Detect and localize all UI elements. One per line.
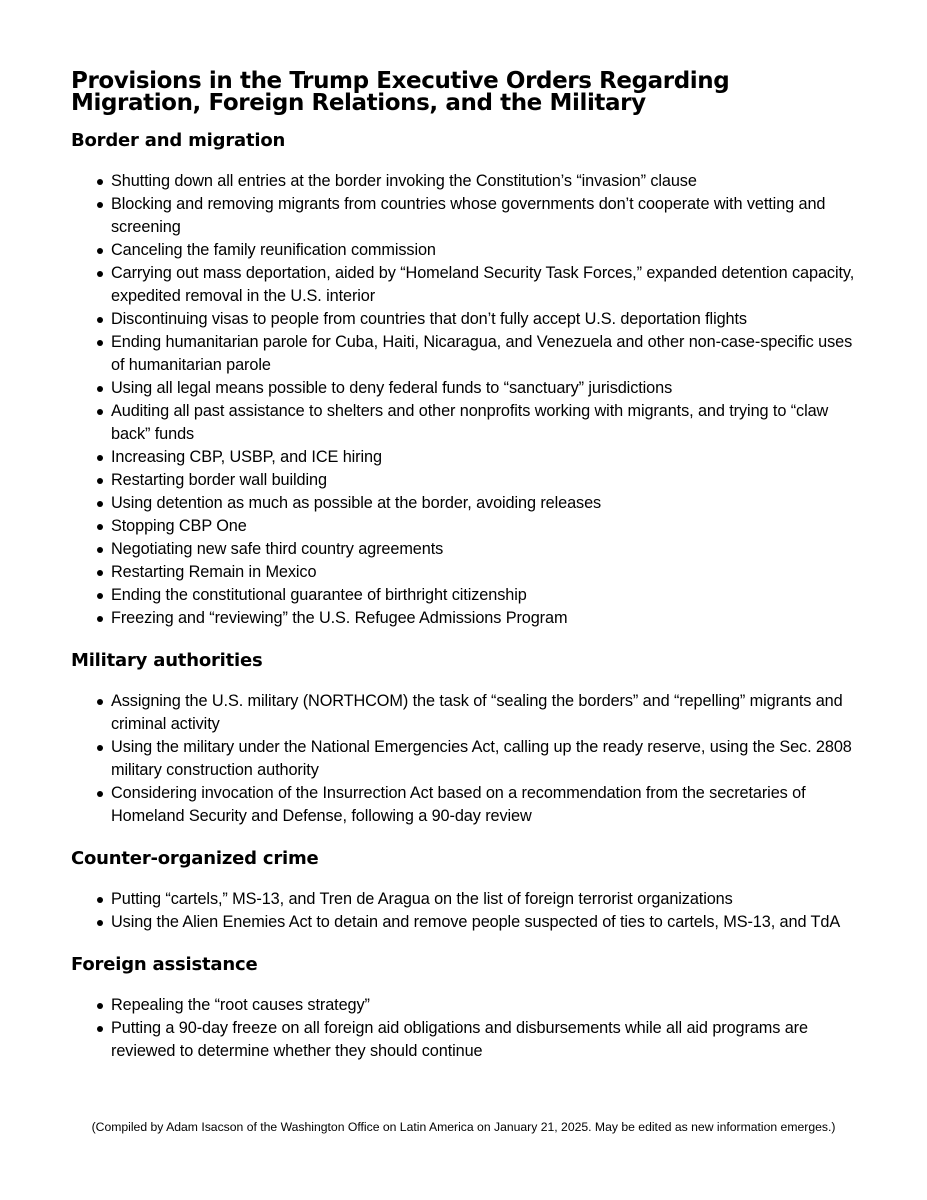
list-item bbox=[111, 469, 861, 492]
bullet-icon bbox=[97, 202, 103, 208]
list-item bbox=[111, 782, 861, 828]
bullet-icon bbox=[97, 616, 103, 622]
list-item bbox=[111, 607, 861, 630]
section-foreign-assistance bbox=[71, 954, 861, 1063]
list-item bbox=[111, 377, 861, 400]
list-item-text: Putting a 90-day freeze on all foreign aid obligations and disbursements while all aid programs are reviewed to determine whether they should continue bbox=[111, 1019, 808, 1060]
list-item bbox=[111, 690, 861, 736]
list-item-text: Carrying out mass deportation, aided by “Homeland Security Task Forces,” expanded detention capacity, expedited removal in the U.S. interior bbox=[111, 264, 855, 305]
list-item-text: Considering invocation of the Insurrection Act based on a recommendation from the secretaries of Homeland Security and Defense, following a 90-day review bbox=[111, 784, 806, 825]
bullet-icon bbox=[97, 455, 103, 461]
bullet-icon bbox=[97, 1003, 103, 1009]
section-heading: Foreign assistance bbox=[71, 954, 258, 975]
list-item bbox=[111, 1017, 861, 1063]
list-item-text: Using all legal means possible to deny federal funds to “sanctuary” jurisdictions bbox=[111, 379, 673, 397]
list-item-text: Auditing all past assistance to shelters and other nonprofits working with migrants, and trying to “claw back” funds bbox=[111, 402, 829, 443]
footnote: (Compiled by Adam Isacson of the Washington Office on Latin America on January 21, 2025. May be edited as new information emerges.) bbox=[91, 1120, 836, 1134]
list-item-text: Putting “cartels,” MS-13, and Tren de Aragua on the list of foreign terrorist organizations bbox=[111, 890, 733, 908]
list-item-text: Using detention as much as possible at the border, avoiding releases bbox=[111, 494, 602, 512]
list-item bbox=[111, 170, 861, 193]
list-item-text: Shutting down all entries at the border invoking the Constitution’s “invasion” clause bbox=[111, 172, 697, 190]
bullet-icon bbox=[97, 340, 103, 346]
list-item-text: Ending humanitarian parole for Cuba, Haiti, Nicaragua, and Venezuela and other non-case-specific uses of humanitarian parole bbox=[111, 333, 853, 374]
list-item bbox=[111, 515, 861, 538]
list-item-text: Restarting Remain in Mexico bbox=[111, 563, 317, 581]
section-border-migration bbox=[71, 130, 861, 630]
document-body bbox=[71, 70, 861, 1063]
bullet-icon bbox=[97, 570, 103, 576]
list-item-text: Using the Alien Enemies Act to detain and remove people suspected of ties to cartels, MS-13, and TdA bbox=[111, 913, 841, 931]
list-item bbox=[111, 561, 861, 584]
list-item-text: Canceling the family reunification commission bbox=[111, 241, 436, 259]
bullet-icon bbox=[97, 791, 103, 797]
list-item bbox=[111, 888, 861, 911]
bullet-icon bbox=[97, 386, 103, 392]
bullet-list bbox=[71, 690, 861, 828]
bullet-icon bbox=[97, 1026, 103, 1032]
bullet-icon bbox=[97, 745, 103, 751]
list-item-text: Using the military under the National Emergencies Act, calling up the ready reserve, using the Sec. 2808 military construction authority bbox=[111, 738, 852, 779]
list-item bbox=[111, 446, 861, 469]
bullet-icon bbox=[97, 593, 103, 599]
section-military-authorities bbox=[71, 650, 861, 828]
bullet-icon bbox=[97, 409, 103, 415]
bullet-icon bbox=[97, 317, 103, 323]
bullet-icon bbox=[97, 271, 103, 277]
section-heading: Border and migration bbox=[71, 130, 286, 151]
list-item-text: Freezing and “reviewing” the U.S. Refugee Admissions Program bbox=[111, 609, 568, 627]
bullet-icon bbox=[97, 501, 103, 507]
list-item bbox=[111, 308, 861, 331]
bullet-icon bbox=[97, 179, 103, 185]
page-title: Provisions in the Trump Executive Orders Regarding Migration, Foreign Relations, and the Military bbox=[71, 68, 730, 116]
section-heading: Military authorities bbox=[71, 650, 263, 671]
bullet-icon bbox=[97, 699, 103, 705]
bullet-icon bbox=[97, 524, 103, 530]
bullet-icon bbox=[97, 478, 103, 484]
bullet-list bbox=[71, 170, 861, 630]
list-item-text: Ending the constitutional guarantee of birthright citizenship bbox=[111, 586, 527, 604]
bullet-list bbox=[71, 888, 861, 934]
bullet-icon bbox=[97, 248, 103, 254]
list-item bbox=[111, 400, 861, 446]
list-item-text: Discontinuing visas to people from countries that don’t fully accept U.S. deportation flights bbox=[111, 310, 747, 328]
list-item-text: Stopping CBP One bbox=[111, 517, 247, 535]
list-item-text: Restarting border wall building bbox=[111, 471, 327, 489]
bullet-icon bbox=[97, 920, 103, 926]
list-item bbox=[111, 239, 861, 262]
list-item-text: Blocking and removing migrants from countries whose governments don’t cooperate with vetting and screening bbox=[111, 195, 826, 236]
list-item-text: Increasing CBP, USBP, and ICE hiring bbox=[111, 448, 382, 466]
list-item bbox=[111, 262, 861, 308]
list-item bbox=[111, 331, 861, 377]
list-item bbox=[111, 994, 861, 1017]
list-item bbox=[111, 193, 861, 239]
list-item-text: Repealing the “root causes strategy” bbox=[111, 996, 370, 1014]
list-item bbox=[111, 911, 861, 934]
list-item bbox=[111, 584, 861, 607]
list-item bbox=[111, 538, 861, 561]
bullet-list bbox=[71, 994, 861, 1063]
section-heading: Counter-organized crime bbox=[71, 848, 319, 869]
section-counter-organized-crime bbox=[71, 848, 861, 934]
list-item bbox=[111, 736, 861, 782]
list-item bbox=[111, 492, 861, 515]
list-item-text: Assigning the U.S. military (NORTHCOM) the task of “sealing the borders” and “repelling” migrants and criminal activity bbox=[111, 692, 843, 733]
list-item-text: Negotiating new safe third country agreements bbox=[111, 540, 444, 558]
bullet-icon bbox=[97, 897, 103, 903]
bullet-icon bbox=[97, 547, 103, 553]
